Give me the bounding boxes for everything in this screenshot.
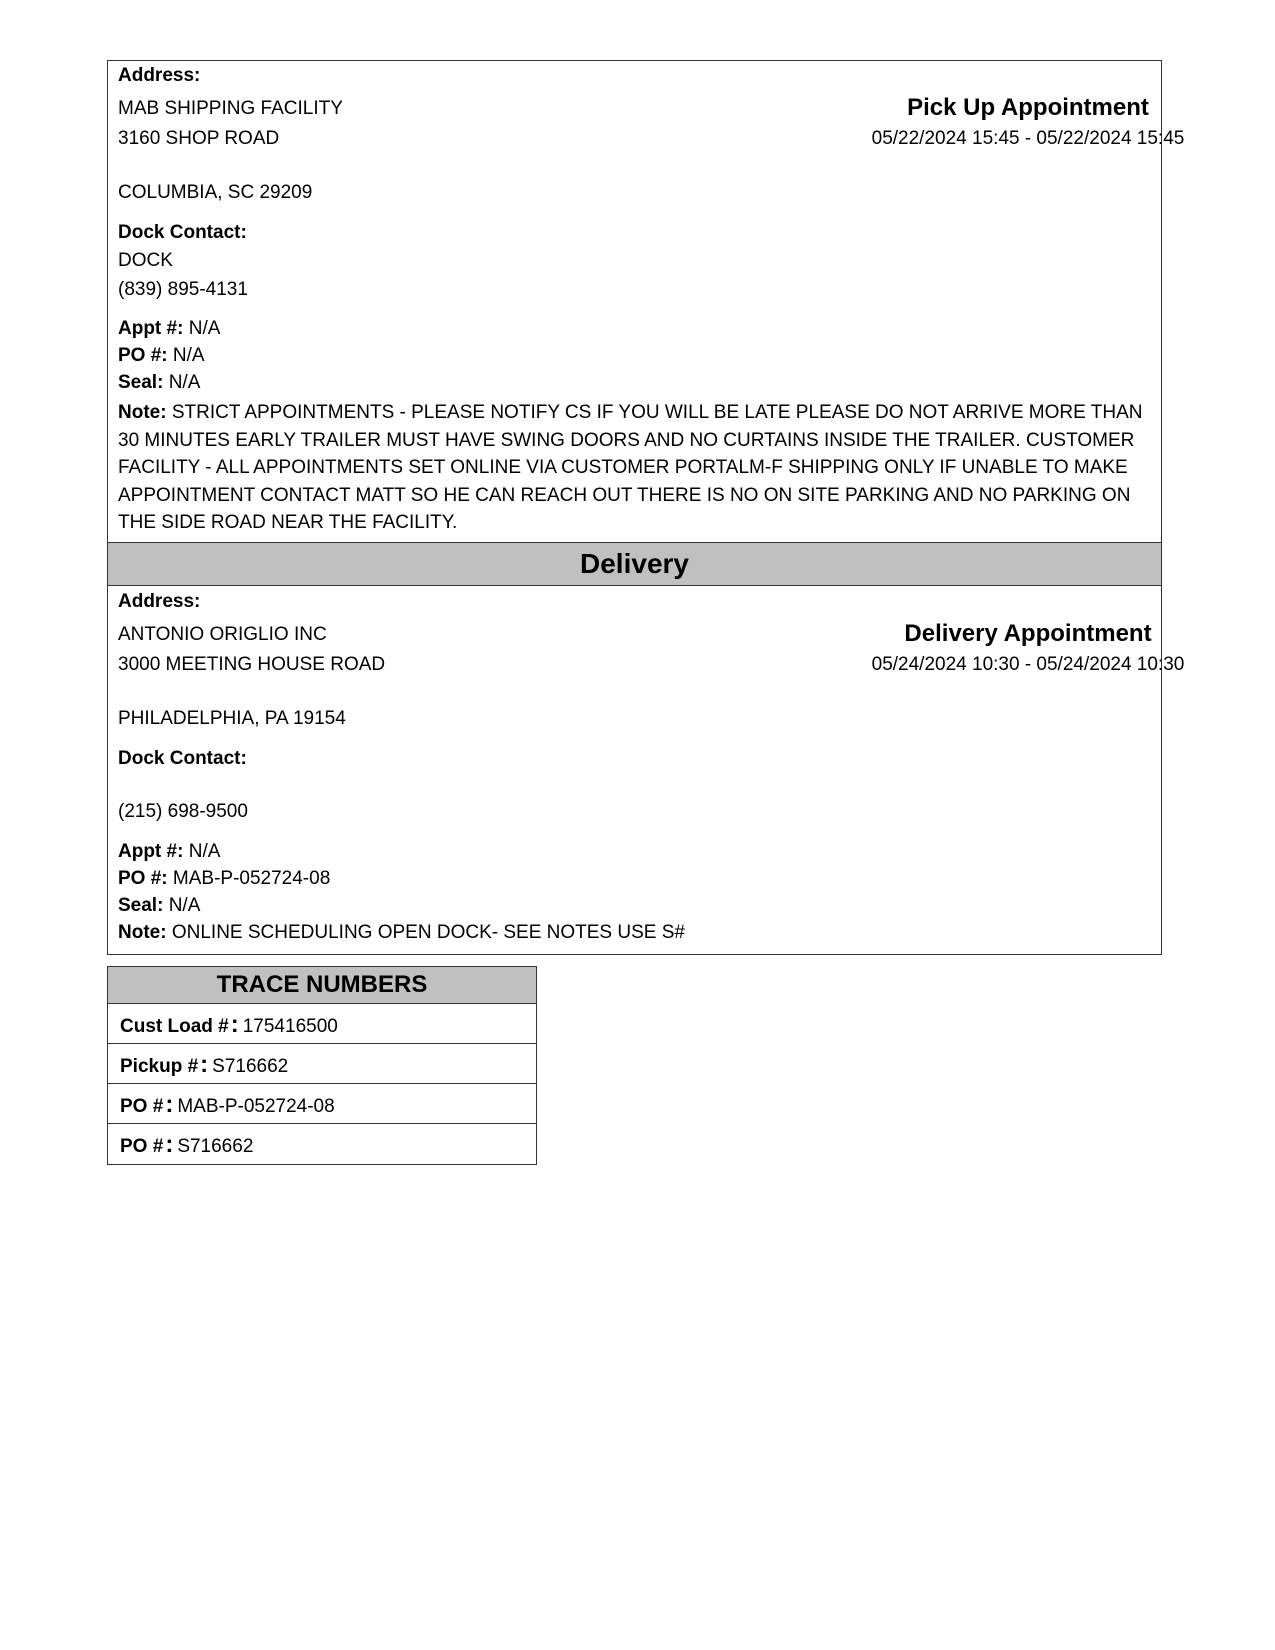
table-row bbox=[108, 1084, 536, 1124]
delivery-note bbox=[118, 922, 685, 944]
table-row bbox=[108, 1004, 536, 1044]
trace-row-colon: : bbox=[230, 1011, 239, 1038]
trace-row-label: Pickup # bbox=[120, 1056, 199, 1077]
trace-row-label: PO # bbox=[120, 1136, 164, 1157]
delivery-dock-contact-label: Dock Contact: bbox=[118, 748, 247, 769]
pickup-note-label: Note: bbox=[118, 402, 167, 423]
pickup-dock-contact-label: Dock Contact: bbox=[118, 222, 247, 243]
trace-row-label: Cust Load # bbox=[120, 1016, 229, 1037]
delivery-seal-label: Seal: bbox=[118, 895, 164, 916]
pickup-appointment-range: 05/22/2024 15:45 - 05/22/2024 15:45 bbox=[871, 128, 1185, 149]
trace-row-value: 175416500 bbox=[242, 1016, 338, 1037]
delivery-appointment-range: 05/24/2024 10:30 - 05/24/2024 10:30 bbox=[871, 654, 1185, 675]
trace-row-colon: : bbox=[165, 1091, 174, 1118]
delivery-note-label: Note: bbox=[118, 922, 167, 943]
trace-row-value: S716662 bbox=[212, 1056, 289, 1077]
delivery-po-number bbox=[118, 868, 330, 890]
delivery-address-line-2: 3000 MEETING HOUSE ROAD bbox=[118, 654, 386, 675]
delivery-note-value: ONLINE SCHEDULING OPEN DOCK- SEE NOTES USE S# bbox=[171, 922, 685, 943]
delivery-seal bbox=[118, 895, 200, 917]
pickup-po-label: PO #: bbox=[118, 345, 168, 366]
delivery-po-label: PO #: bbox=[118, 868, 168, 889]
pickup-address-line-3: COLUMBIA, SC 29209 bbox=[118, 182, 313, 203]
pickup-po-number bbox=[118, 345, 205, 367]
pickup-note-value: STRICT APPOINTMENTS - PLEASE NOTIFY CS IF YOU WILL BE LATE PLEASE DO NOT ARRIVE MORE THAN 30 MINUTES EARLY TRAILER MUST HAVE SWING DOORS AND NO CURTAINS INSIDE THE TRAILER. CUSTOMER FACILITY - ALL APPOINTMENTS SET ONLINE VIA CUSTOMER PORTALM-F SHIPPING ONLY IF UNABLE TO MAKE APPOINTMENT CONTACT MATT SO HE CAN REACH OUT THERE IS NO ON SITE PARKING AND NO PARKING ON THE SIDE ROAD NEAR THE FACILITY. bbox=[118, 402, 1143, 533]
trace-numbers-title: TRACE NUMBERS bbox=[108, 967, 536, 1004]
delivery-appt-number bbox=[118, 841, 220, 863]
pickup-po-value: N/A bbox=[172, 345, 205, 366]
delivery-address-label: Address: bbox=[118, 591, 201, 612]
trace-row-value: MAB-P-052724-08 bbox=[177, 1096, 335, 1117]
pickup-note bbox=[118, 399, 1148, 537]
delivery-address-line-1: ANTONIO ORIGLIO INC bbox=[118, 624, 327, 645]
delivery-dock-contact-phone: (215) 698-9500 bbox=[118, 801, 248, 822]
pickup-address-line-1: MAB SHIPPING FACILITY bbox=[118, 98, 343, 119]
trace-numbers-table bbox=[107, 966, 537, 1165]
table-row bbox=[108, 1044, 536, 1084]
pickup-appointment-title: Pick Up Appointment bbox=[907, 94, 1149, 121]
trace-row-colon: : bbox=[165, 1131, 174, 1158]
pickup-seal-label: Seal: bbox=[118, 372, 164, 393]
trace-row-colon: : bbox=[200, 1051, 209, 1078]
delivery-seal-value: N/A bbox=[168, 895, 201, 916]
pickup-seal bbox=[118, 372, 200, 394]
pickup-dock-contact-name: DOCK bbox=[118, 250, 173, 271]
pickup-appt-value: N/A bbox=[188, 318, 221, 339]
pickup-appt-number bbox=[118, 318, 220, 340]
pickup-address-line-2: 3160 SHOP ROAD bbox=[118, 128, 280, 149]
stops-panel bbox=[107, 60, 1185, 955]
delivery-address-line-3: PHILADELPHIA, PA 19154 bbox=[118, 708, 346, 729]
pickup-dock-contact-phone: (839) 895-4131 bbox=[118, 279, 248, 300]
pickup-address-label: Address: bbox=[118, 65, 201, 86]
table-row bbox=[108, 1124, 536, 1164]
trace-row-value: S716662 bbox=[177, 1136, 254, 1157]
delivery-po-value: MAB-P-052724-08 bbox=[172, 868, 331, 889]
delivery-section-header: Delivery bbox=[108, 542, 1161, 586]
pickup-seal-value: N/A bbox=[168, 372, 201, 393]
trace-row-label: PO # bbox=[120, 1096, 164, 1117]
delivery-appt-label: Appt #: bbox=[118, 841, 184, 862]
delivery-appointment-title: Delivery Appointment bbox=[904, 620, 1152, 647]
delivery-appt-value: N/A bbox=[188, 841, 221, 862]
pickup-appt-label: Appt #: bbox=[118, 318, 184, 339]
